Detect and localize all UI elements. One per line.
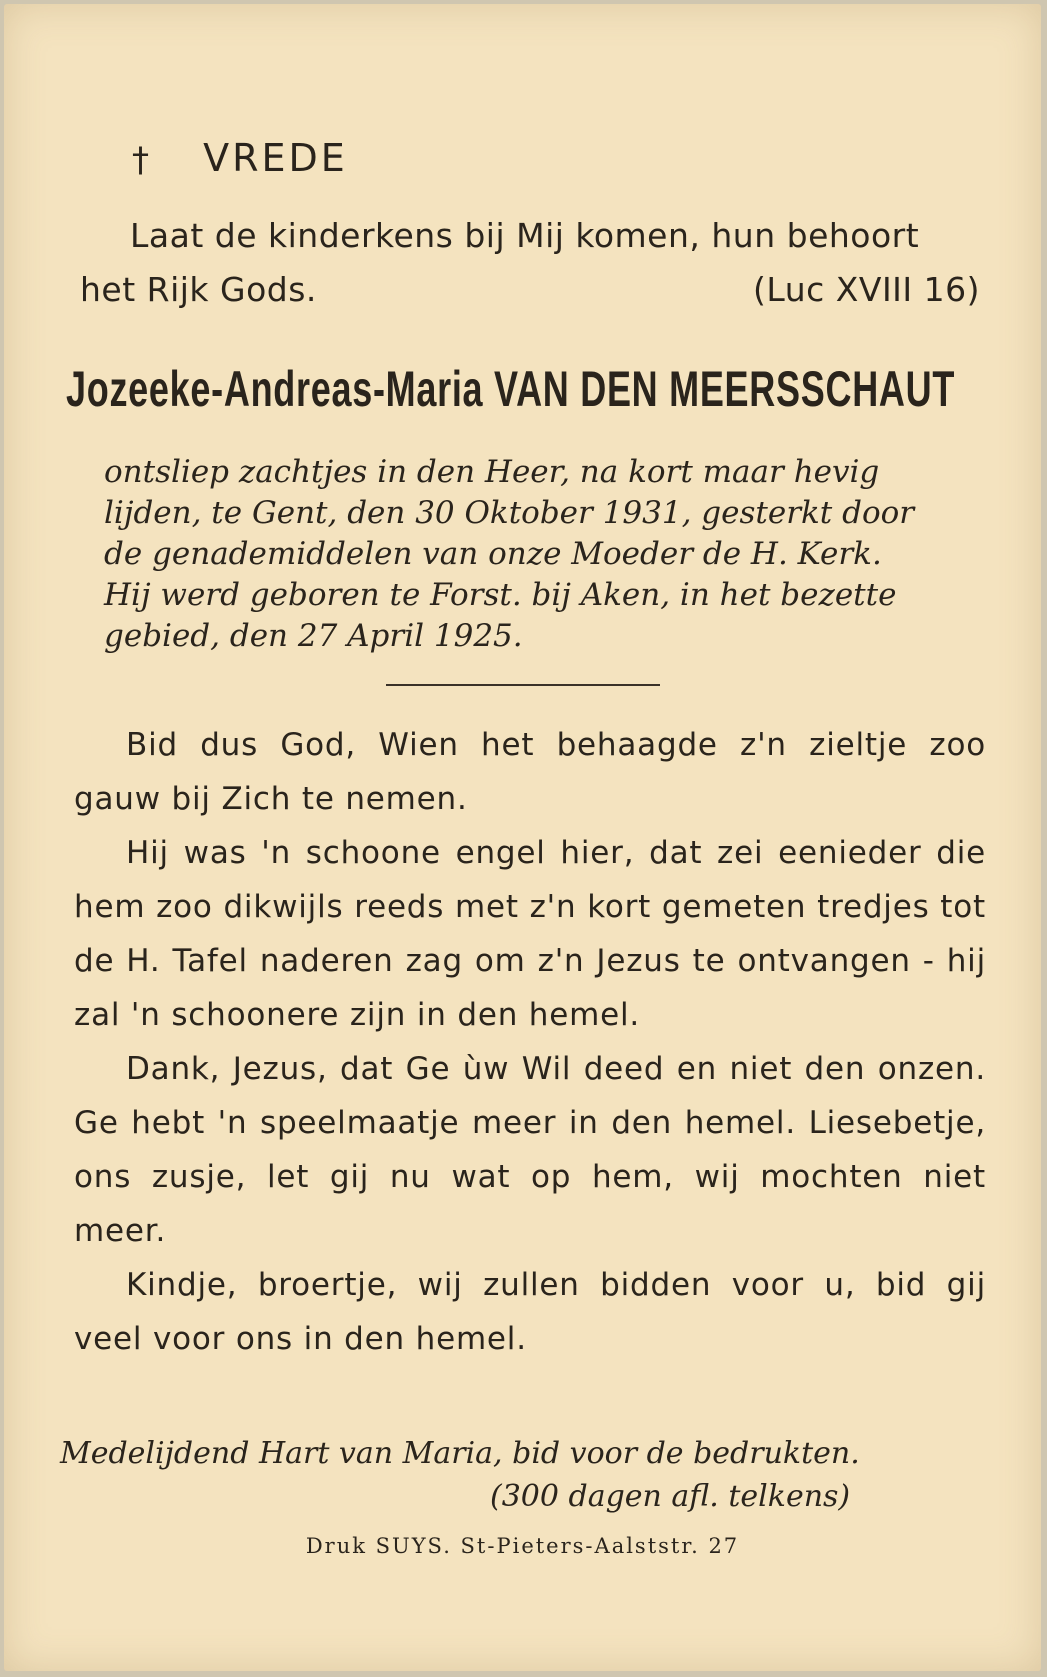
prayer-text <box>74 718 986 1366</box>
paragraph: Bid dus God, Wien het behaagde z'n zieltje zoo gauw bij Zich te nemen. <box>74 727 986 817</box>
invocation-line-1: Medelijdend Hart van Maria, bid voor de bedrukten. <box>60 1436 860 1471</box>
indulgence-note: (300 dagen afl. telkens) <box>490 1479 851 1514</box>
bio-line: de genademiddelen van onze Moeder de H. Kerk. <box>104 536 882 572</box>
verse-line-1: Laat de kinderkens bij Mij komen, hun behoort <box>130 216 920 255</box>
bio-line: ontsliep zachtjes in den Heer, na kort maar hevig <box>104 454 880 490</box>
header-title: VREDE <box>203 136 348 180</box>
paragraph: Kindje, broertje, wij zullen bidden voor u, bid gij veel voor ons in den hemel. <box>74 1267 986 1357</box>
bio-line: Hij werd geboren te Forst. bij Aken, in het bezette <box>104 577 897 613</box>
cross-icon: † <box>132 140 152 180</box>
memorial-card <box>4 4 1041 1671</box>
verse-reference: (Luc XVIII 16) <box>753 270 980 309</box>
paragraph: Hij was 'n schoone engel hier, dat zei eenieder die hem zoo dikwijls reeds met z'n kort gemeten tredjes tot de H. Tafel naderen zag om z'n Jezus te ontvangen - hij zal 'n schoonere zijn in den hemel. <box>74 835 986 1033</box>
bible-verse <box>80 209 1000 317</box>
verse-line-2: het Rijk Gods. <box>80 270 317 309</box>
deceased-name: Jozeeke-Andreas-Maria VAN DEN MEERSSCHAUT <box>66 361 956 417</box>
bio-line: lijden, te Gent, den 30 Oktober 1931, gesterkt door <box>104 495 915 531</box>
divider <box>386 684 660 686</box>
biography <box>104 452 984 657</box>
paragraph: Dank, Jezus, dat Ge ùw Wil deed en niet den onzen. Ge hebt 'n speelmaatje meer in den hemel. Liesebetje, ons zusje, let gij nu wat op hem, wij mochten niet meer. <box>74 1051 986 1249</box>
bio-line: gebied, den 27 April 1925. <box>104 618 523 654</box>
card-header <box>132 136 348 180</box>
printer-imprint: Druk SUYS. St-Pieters-Aalststr. 27 <box>305 1534 740 1558</box>
invocation <box>60 1432 990 1518</box>
